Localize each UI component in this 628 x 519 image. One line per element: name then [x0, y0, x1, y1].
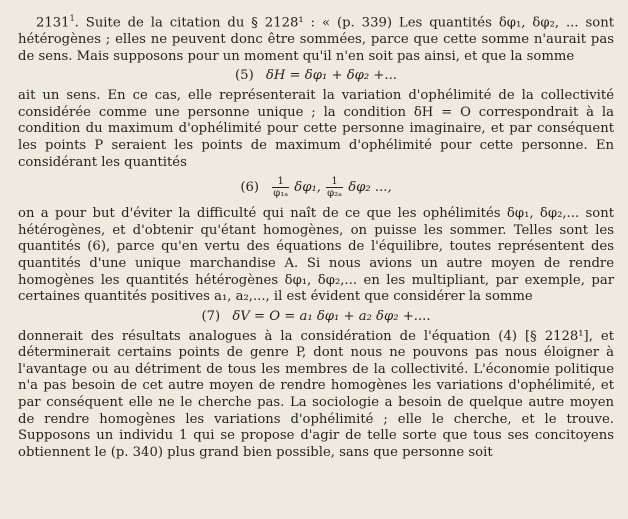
equation-7 — [18, 308, 614, 326]
paragraph-text: on a pour but d'éviter la difficulté qui naît de ce que les ophélimités δφ₁, δφ₂,... sont hétérogènes, et d'obtenir qu'étant homogènes, on puisse les sommer. Telles sont les quantités (6), parce qu'en vertu des équations de l'équilibre, toutes représentent des quantités d'une unique marchandise A. Si nous avions un autre moyen de rendre homogènes les quantités hétérogènes δφ₁, δφ₂,... en les multipliant, par exemple, par certaines quantités positives a₁, a₂,..., il est évident que considérer la somme — [18, 206, 614, 305]
paragraph-text: ait un sens. En ce cas, elle représenterait la variation d'ophélimité de la collectivité considérée comme une personne unique ; la condition δH = O correspondrait à la condition du maximum d'ophélimité pour cette personne imaginaire, et par conséquent les points P seraient les points de maximum d'ophélimité pour cette personne. En considérant les quantités — [18, 88, 614, 170]
paragraph-homogenes — [18, 206, 614, 306]
paragraph-text: . Suite de la citation du § 2128¹ : « (p. 339) Les quantités δφ₁, δφ₂, ... sont hétérogènes ; elles ne peuvent donc être sommées, parce que cette somme n'aurait pas de sens. Mais supposons pour un moment qu'il n'en soit pas ainsi, et que la somme — [18, 15, 614, 64]
paragraph-2131-intro — [18, 11, 614, 65]
section-number: 2131 — [36, 15, 70, 31]
paragraph-collectivite — [18, 88, 614, 171]
equation-6 — [18, 175, 614, 201]
equation-5 — [18, 67, 614, 85]
equation-number: (5) — [235, 68, 254, 84]
equation-formula: δH = δφ₁ + δφ₂ +... — [265, 68, 397, 84]
fraction-2: $\frac{1}{\text{φ₂ₐ}}$ — [327, 176, 343, 200]
equation-term-1: δφ₁, — [294, 180, 321, 196]
section-number-sup: 1 — [69, 14, 75, 23]
paragraph-text: donnerait des résultats analogues à la considération de l'équation (4) [§ 2128¹], et déterminerait certains points de genre P, dont nous ne pouvons pas nous éloigner à l'avantage ou au détriment de tous les membres de la collectivité. L'économie politique n'a pas besoin de cet autre moyen de rendre homogènes les variations d'ophélimité, et par conséquent elle ne le cherche pas. La sociologie a besoin de quelque autre moyen de rendre homogènes les variations d'ophélimité ; elle le cherche, et le trouve. Supposons un individu 1 qui se propose d'agir de telle sorte que tous ses concitoyens obtiennent le (p. 340) plus grand bien possible, sans que personne soit — [18, 328, 614, 460]
equation-term-2: δφ₂ ..., — [348, 180, 392, 196]
equation-number: (7) — [201, 308, 221, 324]
equation-formula: δV = O = a₁ δφ₁ + a₂ δφ₂ +.... — [232, 308, 431, 324]
paragraph-sociologie — [18, 329, 614, 462]
equation-number: (6) — [240, 180, 260, 196]
fraction-1: $\frac{1}{\text{φ₁ₐ}}$ — [273, 176, 289, 200]
